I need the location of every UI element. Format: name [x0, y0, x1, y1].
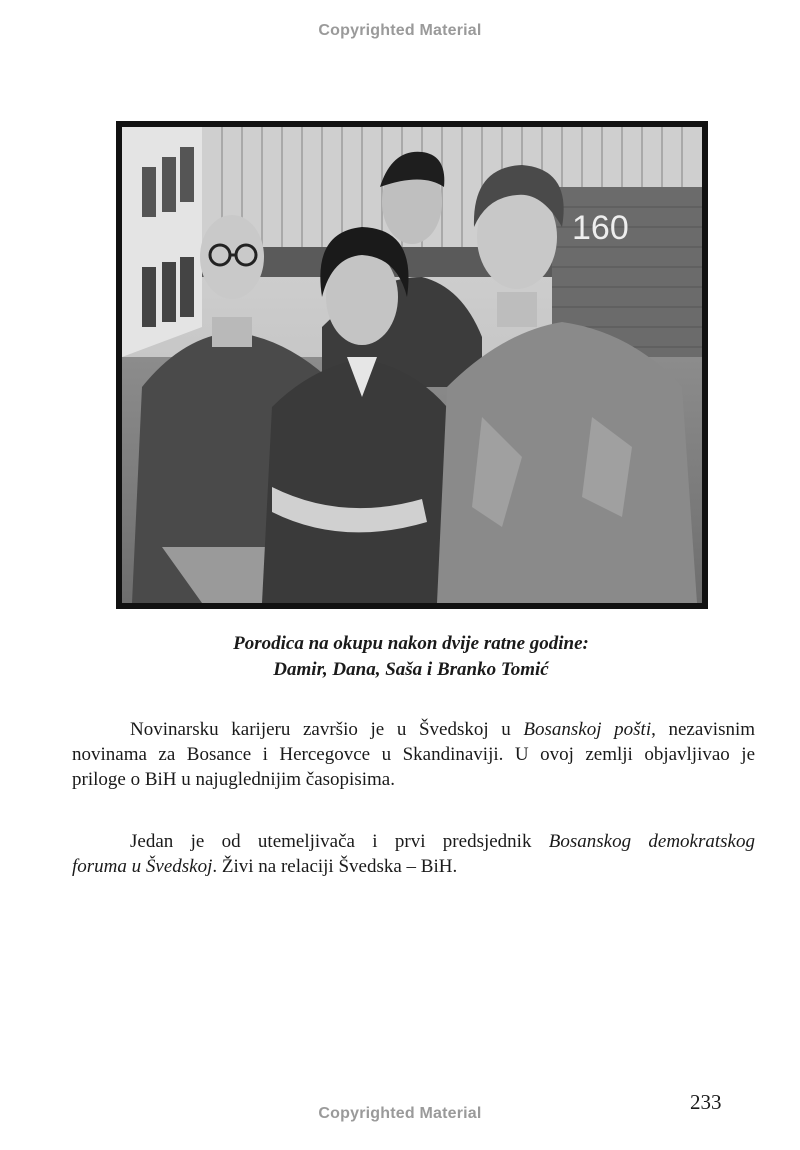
paragraph-2-text: Jedan je od utemeljivača i prvi predsjednik: [130, 831, 549, 852]
paragraph-1-text-cont: , nezavisnim: [651, 719, 756, 740]
paragraph-1-line-3: priloge o BiH u najuglednijim časopisima.: [72, 769, 395, 790]
italic-organization-name-cont: foruma u Švedskoj: [72, 856, 213, 877]
copyright-watermark-top: Copyrighted Material: [318, 22, 482, 39]
paragraph-1-line-2: novinama za Bosance i Hercegovce u Skandinaviji. U ovoj zemlji objavljivao je: [72, 744, 755, 765]
page-number: 233: [690, 1090, 722, 1114]
italic-publication-name: Bosanskoj pošti: [523, 719, 652, 740]
building-number-sign: 160: [572, 209, 629, 247]
paragraph-2: [72, 829, 755, 879]
paragraph-2-line-1: [72, 829, 755, 854]
family-photo-image: [122, 127, 702, 603]
photo-caption: [0, 631, 800, 683]
paragraph-1: [72, 717, 755, 792]
italic-organization-name: Bosanskog demokratskog: [548, 831, 755, 852]
paragraph-2-text-cont: . Živi na relaciji Švedska – BiH.: [212, 856, 458, 877]
caption-line-1: Porodica na okupu nakon dvije ratne godine:: [233, 633, 589, 654]
family-photo: [116, 121, 708, 609]
paragraph-1-line-1: [72, 717, 755, 742]
paragraph-1-text: Novinarsku karijeru završio je u Švedskoj u: [130, 719, 524, 740]
paragraph-2-line-2: [72, 854, 755, 879]
caption-line-2: Damir, Dana, Saša i Branko Tomić: [273, 659, 549, 680]
copyright-watermark-bottom: Copyrighted Material: [318, 1105, 482, 1122]
